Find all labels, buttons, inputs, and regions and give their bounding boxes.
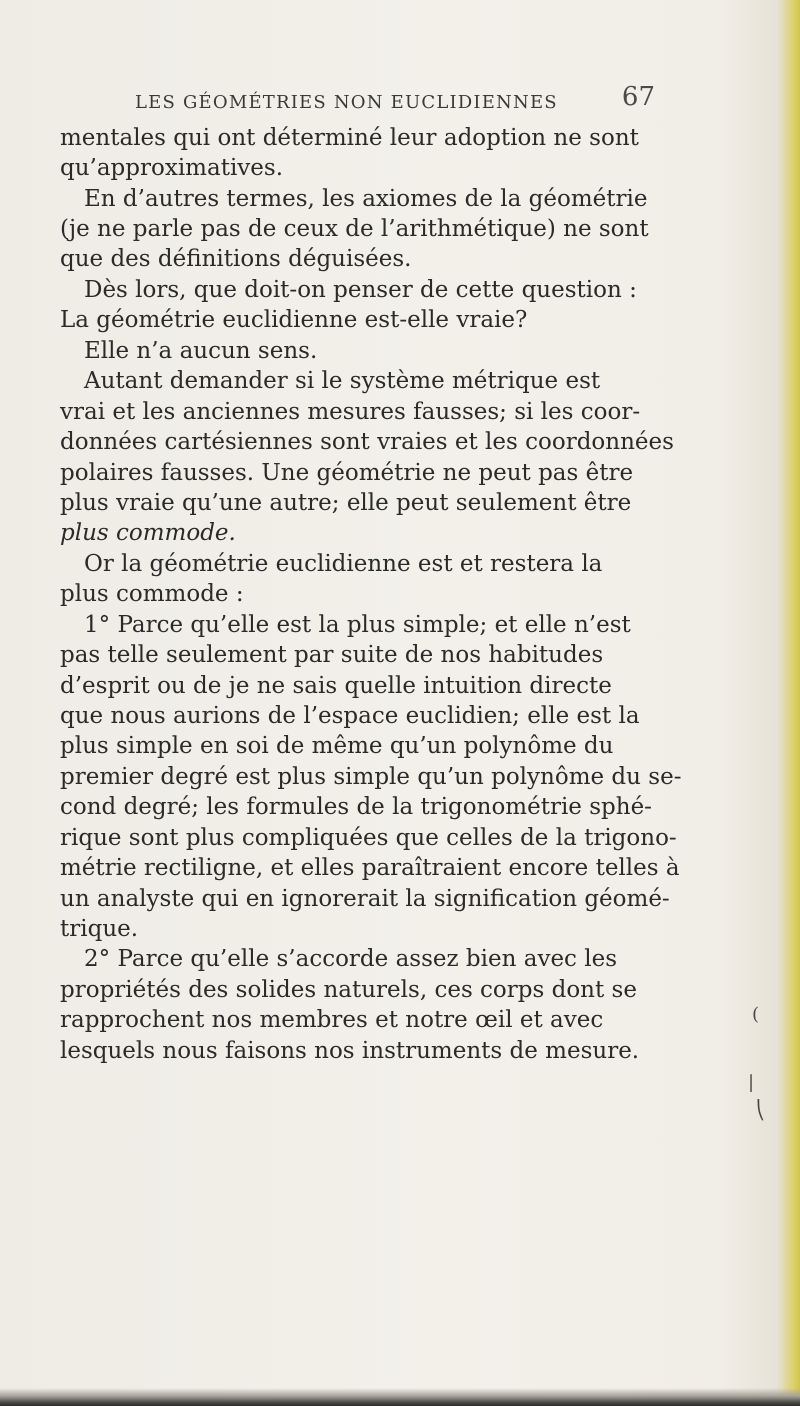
- text-line: lesquels nous faisons nos instruments de mesure.: [60, 1038, 640, 1064]
- text-line: cond degré; les formules de la trigonométrie sphé-: [60, 794, 652, 820]
- text-line: un analyste qui en ignorerait la signification géomé-: [60, 886, 670, 912]
- running-title: LES GÉOMÉTRIES NON EUCLIDIENNES: [135, 92, 558, 113]
- text-line: pas telle seulement par suite de nos habitudes: [60, 642, 604, 668]
- text-line: Autant demander si le système métrique est: [84, 368, 601, 394]
- text-line: polaires fausses. Une géométrie ne peut pas être: [60, 460, 634, 486]
- text-line: plus commode.: [60, 520, 236, 546]
- text-line: Dès lors, que doit-on penser de cette question :: [84, 277, 637, 303]
- page-bottom-edge: [0, 1388, 800, 1406]
- text-line: rique sont plus compliquées que celles de la trigono-: [60, 825, 677, 851]
- text-line: métrie rectiligne, et elles paraîtraient encore telles à: [60, 855, 680, 881]
- text-line: 2° Parce qu’elle s’accorde assez bien avec les: [84, 946, 618, 972]
- margin-mark: ⎝: [756, 1100, 765, 1121]
- text-line: mentales qui ont déterminé leur adoption ne sont: [60, 125, 639, 151]
- text-line: 1° Parce qu’elle est la plus simple; et elle n’est: [84, 612, 631, 638]
- text-line: La géométrie euclidienne est-elle vraie?: [60, 307, 528, 333]
- text-line: En d’autres termes, les axiomes de la géométrie: [84, 186, 648, 212]
- text-line: plus commode :: [60, 581, 244, 607]
- text-line: que nous aurions de l’espace euclidien; elle est la: [60, 703, 640, 729]
- text-line: que des définitions déguisées.: [60, 246, 412, 272]
- text-line: vrai et les anciennes mesures fausses; si les coor-: [60, 399, 641, 425]
- text-line: rapprochent nos membres et notre œil et avec: [60, 1007, 604, 1033]
- page-right-edge: [782, 0, 800, 1406]
- text-line: Elle n’a aucun sens.: [84, 338, 318, 364]
- text-line: données cartésiennes sont vraies et les coordonnées: [60, 429, 674, 455]
- text-line: plus simple en soi de même qu’un polynôme du: [60, 733, 614, 759]
- text-line: d’esprit ou de je ne sais quelle intuition directe: [60, 673, 612, 699]
- text-line: qu’approximatives.: [60, 155, 284, 181]
- page-number: 67: [621, 82, 655, 112]
- margin-mark: (: [752, 1004, 760, 1025]
- text-line: trique.: [60, 916, 139, 942]
- text-line: Or la géométrie euclidienne est et restera la: [84, 551, 603, 577]
- text-line: plus vraie qu’une autre; elle peut seulement être: [60, 490, 632, 516]
- text-line: premier degré est plus simple qu’un polynôme du se-: [60, 764, 682, 790]
- margin-mark: |: [748, 1072, 755, 1093]
- text-line: propriétés des solides naturels, ces corps dont se: [60, 977, 637, 1003]
- text-line: (je ne parle pas de ceux de l’arithmétique) ne sont: [60, 216, 649, 242]
